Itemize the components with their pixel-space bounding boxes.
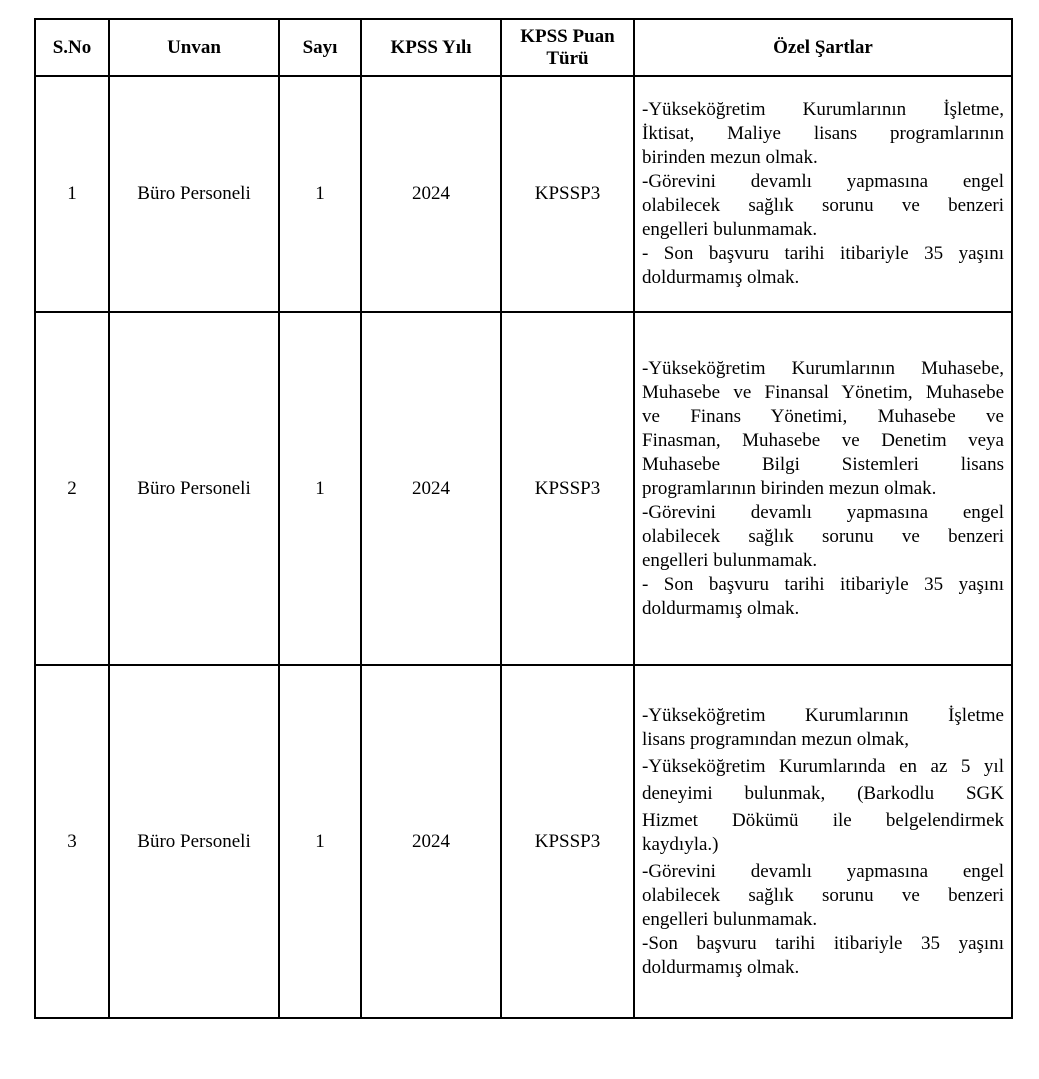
condition-line: olabilecek sağlık sorunu ve benzeri (642, 195, 1004, 216)
condition-line: - Son başvuru tarihi itibariyle 35 yaşını (642, 573, 1004, 595)
condition-line: ve Finans Yönetimi, Muhasebe ve (642, 405, 1004, 427)
condition-line: - Son başvuru tarihi itibariyle 35 yaşını (642, 243, 1004, 264)
cell-sno: 3 (35, 665, 109, 1018)
header-kpss-puan-turu (501, 19, 634, 76)
header-ozel-sartlar: Özel Şartlar (634, 19, 1012, 76)
table-row (35, 312, 1012, 665)
header-kpss-puan-turu-line2: Türü (546, 47, 589, 69)
header-kpss-yili: KPSS Yılı (361, 19, 501, 76)
condition-line: programlarının birinden mezun olmak. (642, 477, 937, 499)
cell-puan-turu: KPSSP3 (501, 312, 634, 665)
condition-line: birinden mezun olmak. (642, 147, 818, 168)
condition-line: -Görevini devamlı yapmasına engel (642, 860, 1004, 882)
header-sno: S.No (35, 19, 109, 76)
condition-line: lisans programından mezun olmak, (642, 728, 909, 750)
condition-line: kaydıyla.) (642, 833, 719, 855)
condition-line: doldurmamış olmak. (642, 956, 800, 978)
table-header-row (35, 19, 1012, 76)
cell-kpss-yili: 2024 (361, 312, 501, 665)
header-sayi: Sayı (279, 19, 361, 76)
condition-line: -Yükseköğretim Kurumlarının Muhasebe, (642, 357, 1004, 379)
condition-line: Finasman, Muhasebe ve Denetim veya (642, 429, 1004, 451)
cell-ozel-sartlar (634, 312, 1012, 665)
header-kpss-puan-turu-line1: KPSS Puan (520, 25, 615, 47)
cell-kpss-yili: 2024 (361, 76, 501, 312)
condition-line: Muhasebe Bilgi Sistemleri lisans (642, 453, 1004, 475)
condition-line: İktisat, Maliye lisans programlarının (642, 123, 1004, 144)
cell-unvan: Büro Personeli (109, 312, 279, 665)
table-row (35, 76, 1012, 312)
condition-line: deneyimi bulunmak, (Barkodlu SGK (642, 782, 1004, 804)
condition-line: engelleri bulunmamak. (642, 549, 818, 571)
cell-unvan: Büro Personeli (109, 76, 279, 312)
condition-line: -Görevini devamlı yapmasına engel (642, 171, 1004, 192)
condition-line: -Yükseköğretim Kurumlarında en az 5 yıl (642, 755, 1004, 777)
cell-ozel-sartlar (634, 665, 1012, 1018)
cell-sayi: 1 (279, 76, 361, 312)
condition-line: -Görevini devamlı yapmasına engel (642, 501, 1004, 523)
cell-sno: 1 (35, 76, 109, 312)
condition-line: engelleri bulunmamak. (642, 908, 818, 930)
cell-ozel-sartlar (634, 76, 1012, 312)
cell-sayi: 1 (279, 312, 361, 665)
condition-line: olabilecek sağlık sorunu ve benzeri (642, 525, 1004, 547)
cell-sayi: 1 (279, 665, 361, 1018)
condition-line: -Yükseköğretim Kurumlarının İşletme, (642, 99, 1004, 120)
condition-line: engelleri bulunmamak. (642, 219, 818, 240)
condition-line: Hizmet Dökümü ile belgelendirmek (642, 809, 1004, 831)
positions-table (34, 18, 1013, 1019)
condition-line: Muhasebe ve Finansal Yönetim, Muhasebe (642, 381, 1004, 403)
condition-line: -Yükseköğretim Kurumlarının İşletme (642, 704, 1004, 726)
cell-unvan: Büro Personeli (109, 665, 279, 1018)
cell-puan-turu: KPSSP3 (501, 665, 634, 1018)
header-unvan: Unvan (109, 19, 279, 76)
condition-line: -Son başvuru tarihi itibariyle 35 yaşını (642, 932, 1004, 954)
condition-line: doldurmamış olmak. (642, 597, 800, 619)
table-row (35, 665, 1012, 1018)
cell-kpss-yili: 2024 (361, 665, 501, 1018)
condition-line: doldurmamış olmak. (642, 267, 800, 288)
condition-line: olabilecek sağlık sorunu ve benzeri (642, 884, 1004, 906)
cell-puan-turu: KPSSP3 (501, 76, 634, 312)
cell-sno: 2 (35, 312, 109, 665)
